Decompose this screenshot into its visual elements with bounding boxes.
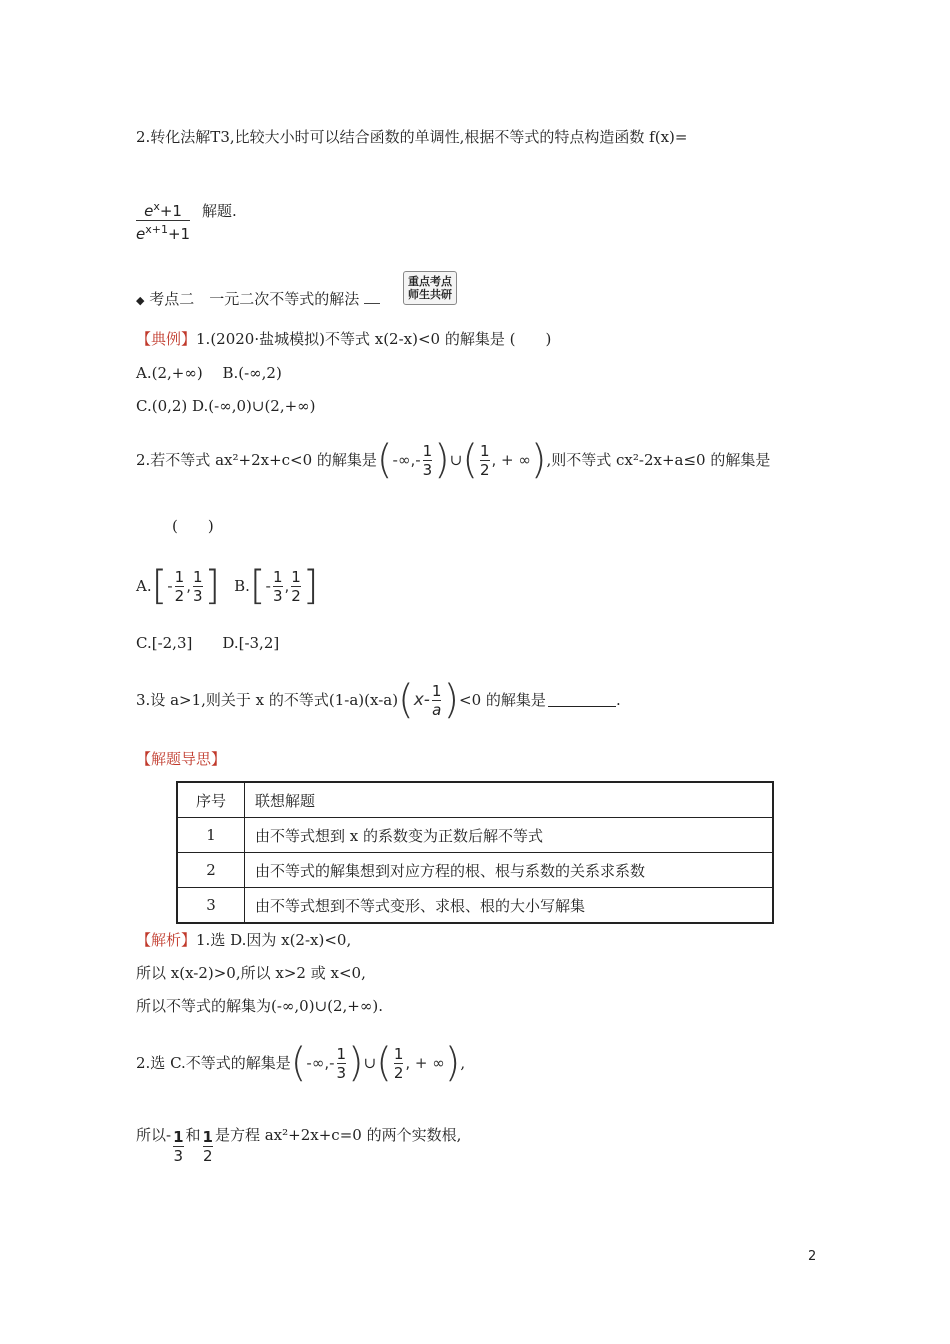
example-q2: 2.若不等式 ax²+2x+c<0 的解集是 ( -∞,- $\frac{1}{3}$ ) ∪ ( $\frac{1}{2}$ , + ∞ ) ,则不等式 cx²-2x+a≤0 的解集是 xyxy=(136,437,771,483)
analysis-line4: 2.选 C.不等式的解集是 ( -∞,- $\frac{1}{3}$ ) ∪ ( $\frac{1}{2}$ , + ∞ ) , xyxy=(136,1040,466,1086)
q2-stem-tail: ,则不等式 cx²-2x+a≤0 的解集是 xyxy=(546,450,771,469)
table-row: 1 由不等式想到 x 的系数变为正数后解不等式 xyxy=(177,818,773,853)
q2-answer-paren: ( ) xyxy=(172,517,214,535)
conversion-method-text: 2.转化法解T3,比较大小时可以结合函数的单调性,根据不等式的特点构造函数 f(x)= xyxy=(136,128,688,146)
q1-options-cd: C.(0,2) D.(-∞,0)∪(2,+∞) xyxy=(136,397,316,415)
diamond-bullet-icon: ◆ xyxy=(136,294,145,307)
analysis-line2: 所以 x(x-2)>0,所以 x>2 或 x<0, xyxy=(136,964,366,982)
fraction-numerator: $e^x+1$ xyxy=(144,200,182,220)
answer-blank xyxy=(548,694,616,707)
fraction-denominator: $e^{x+1}+1$ xyxy=(136,223,191,243)
section-header xyxy=(136,292,380,307)
solve-suffix: 解题. xyxy=(202,202,237,220)
example-tag: 【典例】 xyxy=(136,330,197,348)
q2-options-ab: A. [ - $\frac{1}{2}$ , $\frac{1}{3}$ ] B. [ - $\frac{1}{3}$ , $\frac{1}{2}$ ] xyxy=(136,563,319,609)
q1-options-ab: A.(2,+∞) B.(-∞,2) xyxy=(136,364,282,382)
key-point-badge: 重点考点 师生共研 xyxy=(403,271,457,305)
example-q1 xyxy=(136,332,551,347)
q2-options-cd: C.[-2,3] D.[-3,2] xyxy=(136,634,280,652)
header-hint: 联想解题 xyxy=(245,782,774,818)
analysis-line1: 【解析】1.选 D.因为 x(2-x)<0, xyxy=(136,931,352,949)
q2-stem: 2.若不等式 ax²+2x+c<0 的解集是 xyxy=(136,450,377,469)
header-index: 序号 xyxy=(177,782,245,818)
guide-tag: 【解题导思】 xyxy=(136,750,227,768)
table-header-row xyxy=(177,782,773,818)
table-row: 3 由不等式想到不等式变形、求根、根的大小写解集 xyxy=(177,888,773,924)
function-fraction xyxy=(134,198,192,243)
analysis-line3: 所以不等式的解集为(-∞,0)∪(2,+∞). xyxy=(136,997,383,1015)
guide-table xyxy=(176,781,774,924)
table-row: 2 由不等式的解集想到对应方程的根、根与系数的关系求系数 xyxy=(177,853,773,888)
example-q3: 3.设 a>1,则关于 x 的不等式(1-a)(x-a) ( x- $\frac{1}{a}$ ) <0 的解集是 . xyxy=(136,677,621,723)
analysis-line5: 所以- $\frac{1}{3}$ 和 $\frac{1}{2}$ 是方程 ax²+2x+c=0 的两个实数根, xyxy=(136,1126,462,1165)
page-number: 2 xyxy=(808,1249,817,1264)
analysis-tag: 【解析】 xyxy=(136,931,197,949)
section-title: 考点二 一元二次不等式的解法 xyxy=(149,290,360,308)
q1-stem: 1.(2020·盐城模拟)不等式 x(2-x)<0 的解集是 ( ) xyxy=(196,330,552,348)
